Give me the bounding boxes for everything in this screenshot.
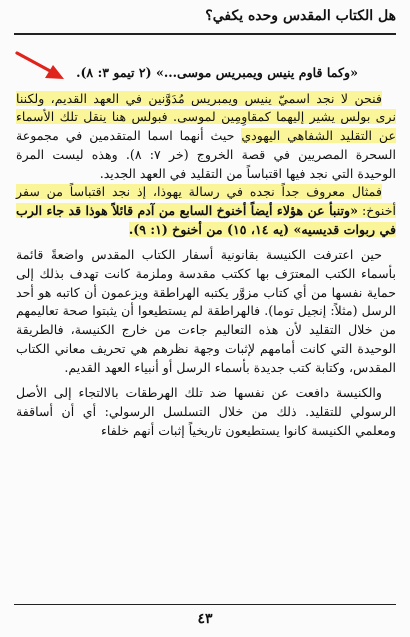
page-number: ٤٣ — [197, 611, 213, 627]
highlighted-quote: «وتنبأ عن هؤلاء أيضاً أخنوخ السابع من آدم قائلاً هوذا قد جاء الرب في ربوات قديسيه» (يه ١٤، ١٥) من أخنوخ (١: ٩). — [16, 202, 396, 237]
highlighted-text: فمثال معروف جداً نجده في رسالة يهوذا، إذ نجد اقتباساً من سفر أخنوخ: — [16, 184, 396, 218]
paragraph-3: حين اعترفت الكنيسة بقانونية أسفار الكتاب المقدس واضعةً قائمة بأسماء الكتب المعترَف بها ككتب مقدسة وملزمة كانت تهدف بذلك إلى حماية نفسها من أي كتاب مزوَّر يكتبه الهراطقة ويزعمون أن كاتبه هو أحد الرسل (مثلاً: إنجيل توما). فالهراطقة لم يستطيعوا أن يثبتوا صحة تعاليمهم من خلال التقليد لأن هذه التعاليم جاءت من خارج الكنيسة، فالطريقة الوحيدة التي كانت أمامهم لإثبات وجهة نظرهم هي تحريف معاني الكتاب المقدس، وكتابة كتب جديدة بأسماء الرسل أو أنبياء العهد القديم. — [16, 247, 396, 375]
scripture-quote: «وكما قاوم ينيس ويمبريس موسى...» (٢ تيمو ٣: ٨). — [76, 65, 358, 80]
footer-divider — [14, 604, 396, 605]
paragraph-4: والكنيسة دافعت عن نفسها ضد تلك الهرطقات بالالتجاء إلى الأصل الرسولي للتقليد. ذلك من خلال التسلسل الرسولي: أي أن أساقفة ومعلمي الكنيسة كانوا يستطيعون تاريخياً إثبات أنهم خلفاء — [16, 385, 396, 438]
body-text — [16, 64, 396, 440]
paragraph-2 — [16, 183, 396, 239]
header-divider — [14, 33, 396, 35]
paragraph-1 — [16, 90, 396, 184]
highlighted-text: فنحن لا نجد اسميّ ينيس ويمبريس مُدَوَّنين في العهد القديم، ولكننا نرى بولس يشير إليهما كمقاوِمِين لموسى. فبولس هنا ينقل تلك الأسماء عن التقليد الشفاهي اليهودي — [16, 90, 396, 144]
paragraph-text: حيث أنهما اسما المتقدمين في مجموعة السحرة المصريين في قصة الخروج (خر ٧: ٨). وهذه ليست المرة الوحيدة التي نجد فيها اقتباساً من التقليد في العهد الجديد. — [16, 128, 396, 181]
running-header: هل الكتاب المقدس وحده يكفي؟ — [205, 8, 396, 24]
